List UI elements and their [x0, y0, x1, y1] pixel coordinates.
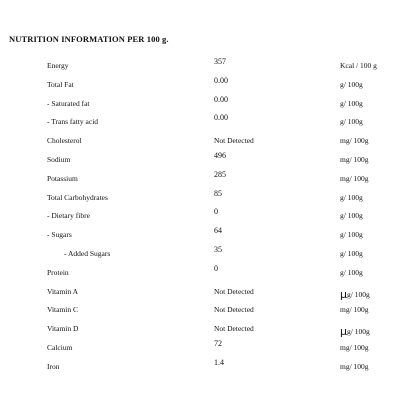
- nutrient-row: [0, 129, 416, 148]
- nutrient-value: 35: [214, 244, 222, 254]
- unit-text: g/ 100g: [340, 248, 363, 258]
- nutrient-value: Not Detected: [214, 305, 254, 315]
- nutrient-value: Not Detected: [214, 324, 254, 334]
- nutrient-unit: [340, 193, 363, 202]
- unit-text: mg/ 100g: [340, 305, 369, 315]
- nutrient-name: Potassium: [47, 173, 78, 183]
- nutrient-unit: [340, 61, 377, 70]
- nutrient-name: Vitamin A: [47, 286, 79, 296]
- nutrient-unit: [340, 362, 369, 371]
- nutrient-row: [0, 317, 416, 339]
- nutrient-name: - Sugars: [47, 230, 72, 240]
- nutrient-name: Calcium: [47, 342, 73, 352]
- nutrient-row: [0, 204, 416, 223]
- unit-text: mg/ 100g: [340, 361, 369, 371]
- unit-text: g/ 100g: [347, 289, 370, 299]
- unit-text: mg/ 100g: [340, 173, 369, 183]
- nutrient-name: Cholesterol: [47, 136, 82, 146]
- nutrient-value: 0.00: [214, 94, 228, 104]
- nutrient-value: Not Detected: [214, 136, 254, 146]
- nutrient-unit: [340, 268, 363, 277]
- nutrient-row: [0, 186, 416, 205]
- unit-text: g/ 100g: [340, 267, 363, 277]
- micro-symbol: μ: [340, 287, 347, 301]
- unit-text: g/ 100g: [340, 192, 363, 202]
- nutrient-value: 1.4: [214, 357, 224, 367]
- nutrient-unit: [340, 249, 363, 258]
- nutrient-name: - Trans fatty acid: [47, 117, 99, 127]
- nutrient-unit: [340, 211, 363, 220]
- nutrient-row: [0, 148, 416, 167]
- nutrient-name: Total Fat: [47, 79, 74, 89]
- nutrient-row: [0, 54, 416, 73]
- unit-text: g/ 100g: [340, 230, 363, 240]
- nutrient-value: Not Detected: [214, 286, 254, 296]
- nutrient-name: - Dietary fibre: [47, 211, 90, 221]
- nutrition-table: [0, 54, 416, 374]
- nutrient-unit: [340, 136, 369, 145]
- nutrient-name: Sodium: [47, 154, 71, 164]
- nutrient-value: 0.00: [214, 75, 228, 85]
- unit-text: g/ 100g: [340, 211, 363, 221]
- nutrient-name: Protein: [47, 267, 69, 277]
- nutrient-value: 357: [214, 57, 226, 66]
- nutrient-value: 0: [214, 207, 218, 217]
- nutrient-row: [0, 261, 416, 280]
- nutrient-value: 85: [214, 188, 222, 198]
- nutrient-name: Total Carbohydrates: [47, 192, 108, 202]
- nutrient-row: [0, 355, 416, 374]
- nutrient-name: - Saturated fat: [47, 98, 90, 108]
- nutrient-row: [0, 242, 416, 261]
- nutrient-unit: [340, 155, 369, 164]
- nutrient-unit: [340, 117, 363, 126]
- nutrient-name: Vitamin C: [47, 305, 79, 315]
- unit-text: Kcal / 100 g: [340, 61, 377, 70]
- unit-text: mg/ 100g: [340, 154, 369, 164]
- unit-text: g/ 100g: [340, 117, 363, 127]
- nutrient-row: [0, 223, 416, 242]
- unit-text: g/ 100g: [340, 79, 363, 89]
- nutrient-unit: [340, 174, 369, 183]
- nutrient-value: 0: [214, 263, 218, 273]
- nutrient-unit: [340, 99, 363, 108]
- nutrient-row: [0, 92, 416, 111]
- nutrient-name: Energy: [47, 61, 69, 70]
- nutrient-value: 64: [214, 226, 222, 236]
- nutrient-name: Vitamin D: [47, 324, 79, 334]
- nutrient-name: - Added Sugars: [64, 248, 111, 258]
- nutrient-unit: [340, 343, 369, 352]
- nutrient-row: [0, 280, 416, 299]
- unit-text: g/ 100g: [347, 327, 370, 337]
- nutrient-row: [0, 110, 416, 129]
- nutrient-value: 285: [214, 169, 226, 179]
- nutrient-unit: [340, 80, 363, 89]
- nutrient-unit: [340, 230, 363, 239]
- nutrient-value: 0.00: [214, 113, 228, 123]
- unit-text: g/ 100g: [340, 98, 363, 108]
- unit-text: mg/ 100g: [340, 136, 369, 146]
- nutrient-value: 72: [214, 338, 222, 348]
- nutrient-row: [0, 167, 416, 186]
- nutrient-row: [0, 73, 416, 92]
- page-title: NUTRITION INFORMATION PER 100 g.: [9, 34, 169, 44]
- nutrient-unit: [340, 305, 369, 314]
- nutrient-row: [0, 336, 416, 355]
- nutrient-row: [0, 298, 416, 317]
- micro-symbol: μ: [340, 325, 347, 339]
- unit-text: mg/ 100g: [340, 342, 369, 352]
- nutrient-value: 496: [214, 150, 226, 160]
- nutrient-name: Iron: [47, 361, 60, 371]
